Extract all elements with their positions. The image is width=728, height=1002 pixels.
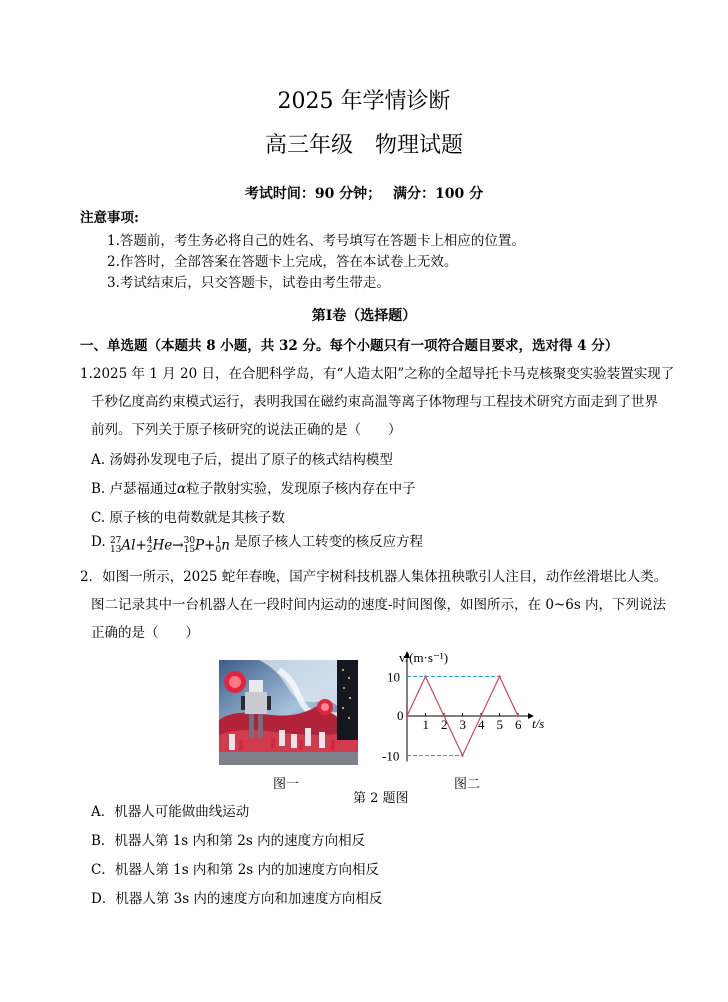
q1-option-a: A. 汤姆孙发现电子后，提出了原子的核式结构模型 <box>91 452 393 468</box>
q1-option-b: B. 卢瑟福通过α粒子散射实验，发现原子核内存在中子 <box>91 481 416 497</box>
exam-subtitle: 高三年级 物理试题 <box>264 133 463 158</box>
q1-stem-line: 千秒亿度高约束模式运行，表明我国在磁约束高温等离子体物理与工程技术研究方面走到了世界 <box>91 394 658 410</box>
x-axis-label: t/s <box>532 716 545 731</box>
q2-stem-line: 正确的是（ ） <box>91 625 199 641</box>
figure1-caption: 图一 <box>273 777 300 792</box>
notes-heading: 注意事项: <box>80 210 139 226</box>
note-item: 1.答题前，考生务必将自己的姓名、考号填写在答题卡上相应的位置。 <box>107 233 525 249</box>
data-point <box>517 715 519 717</box>
velocity-time-graph <box>365 645 555 775</box>
exam-info: 考试时间：90 分钟； 满分：100 分 <box>244 186 484 202</box>
x-tick-label: 1 <box>422 717 429 732</box>
note-item: 3.考试结束后，只交答题卡，试卷由考生带走。 <box>107 275 390 291</box>
robot-performance-photo <box>219 660 358 765</box>
x-tick-label: 3 <box>459 717 466 732</box>
exam-title: 2025 年学情诊断 <box>277 89 451 114</box>
x-tick-label: 5 <box>496 717 503 732</box>
nuclear-equation: 27 13 Al+ 4 2 He→ 30 15 P+ 1 0 n <box>109 535 230 555</box>
data-point <box>424 675 426 677</box>
part-heading: 一、单选题（本题共 8 小题，共 32 分。每个小题只有一项符合题目要求，选对得 4 分） <box>80 338 619 354</box>
figure2-caption: 图二 <box>454 777 481 792</box>
data-point <box>406 715 408 717</box>
data-point <box>498 675 500 677</box>
q1-option-c: C. 原子核的电荷数就是其核子数 <box>91 510 285 526</box>
y-tick-label: -10 <box>382 748 400 764</box>
q2-option-a: A．机器人可能做曲线运动 <box>91 804 250 820</box>
y-tick-label: 10 <box>387 669 400 685</box>
q1-stem-line: 前列。下列关于原子核研究的说法正确的是（ ） <box>91 422 402 438</box>
q1-option-d: D. 27 13 Al+ 4 2 He→ 30 15 P+ 1 0 n 是原子核人工转变的核反应方程 <box>91 534 424 555</box>
q1-stem-line: 1.2025 年 1 月 20 日，在合肥科学岛，有“人造太阳”之称的全超导托卡马克核聚变实验装置实现了 <box>80 366 675 382</box>
section-title: 第Ⅰ卷（选择题） <box>311 308 417 324</box>
x-tick-label: 6 <box>515 717 522 732</box>
data-point <box>461 754 463 756</box>
x-tick-label: 4 <box>478 717 485 732</box>
q2-option-b: B．机器人第 1s 内和第 2s 内的速度方向相反 <box>91 833 366 849</box>
q2-option-d: D．机器人第 3s 内的速度方向和加速度方向相反 <box>91 891 383 907</box>
x-tick-label: 2 <box>441 717 448 732</box>
y-axis-label: v/(m·s⁻¹) <box>399 650 449 665</box>
q2-option-c: C．机器人第 1s 内和第 2s 内的加速度方向相反 <box>91 862 380 878</box>
q2-stem-line: 2．如图一所示，2025 蛇年春晚，国产宇树科技机器人集体扭秧歌引人注目，动作丝滑堪比人类。 <box>80 569 668 585</box>
origin-label: 0 <box>397 708 404 723</box>
note-item: 2.作答时，全部答案在答题卡上完成，答在本试卷上无效。 <box>107 254 458 270</box>
question-figure-caption: 第 2 题图 <box>353 791 409 806</box>
q2-stem-line: 图二记录其中一台机器人在一段时间内运动的速度-时间图像，如图所示，在 0~6s 内，下列说法 <box>91 597 667 613</box>
